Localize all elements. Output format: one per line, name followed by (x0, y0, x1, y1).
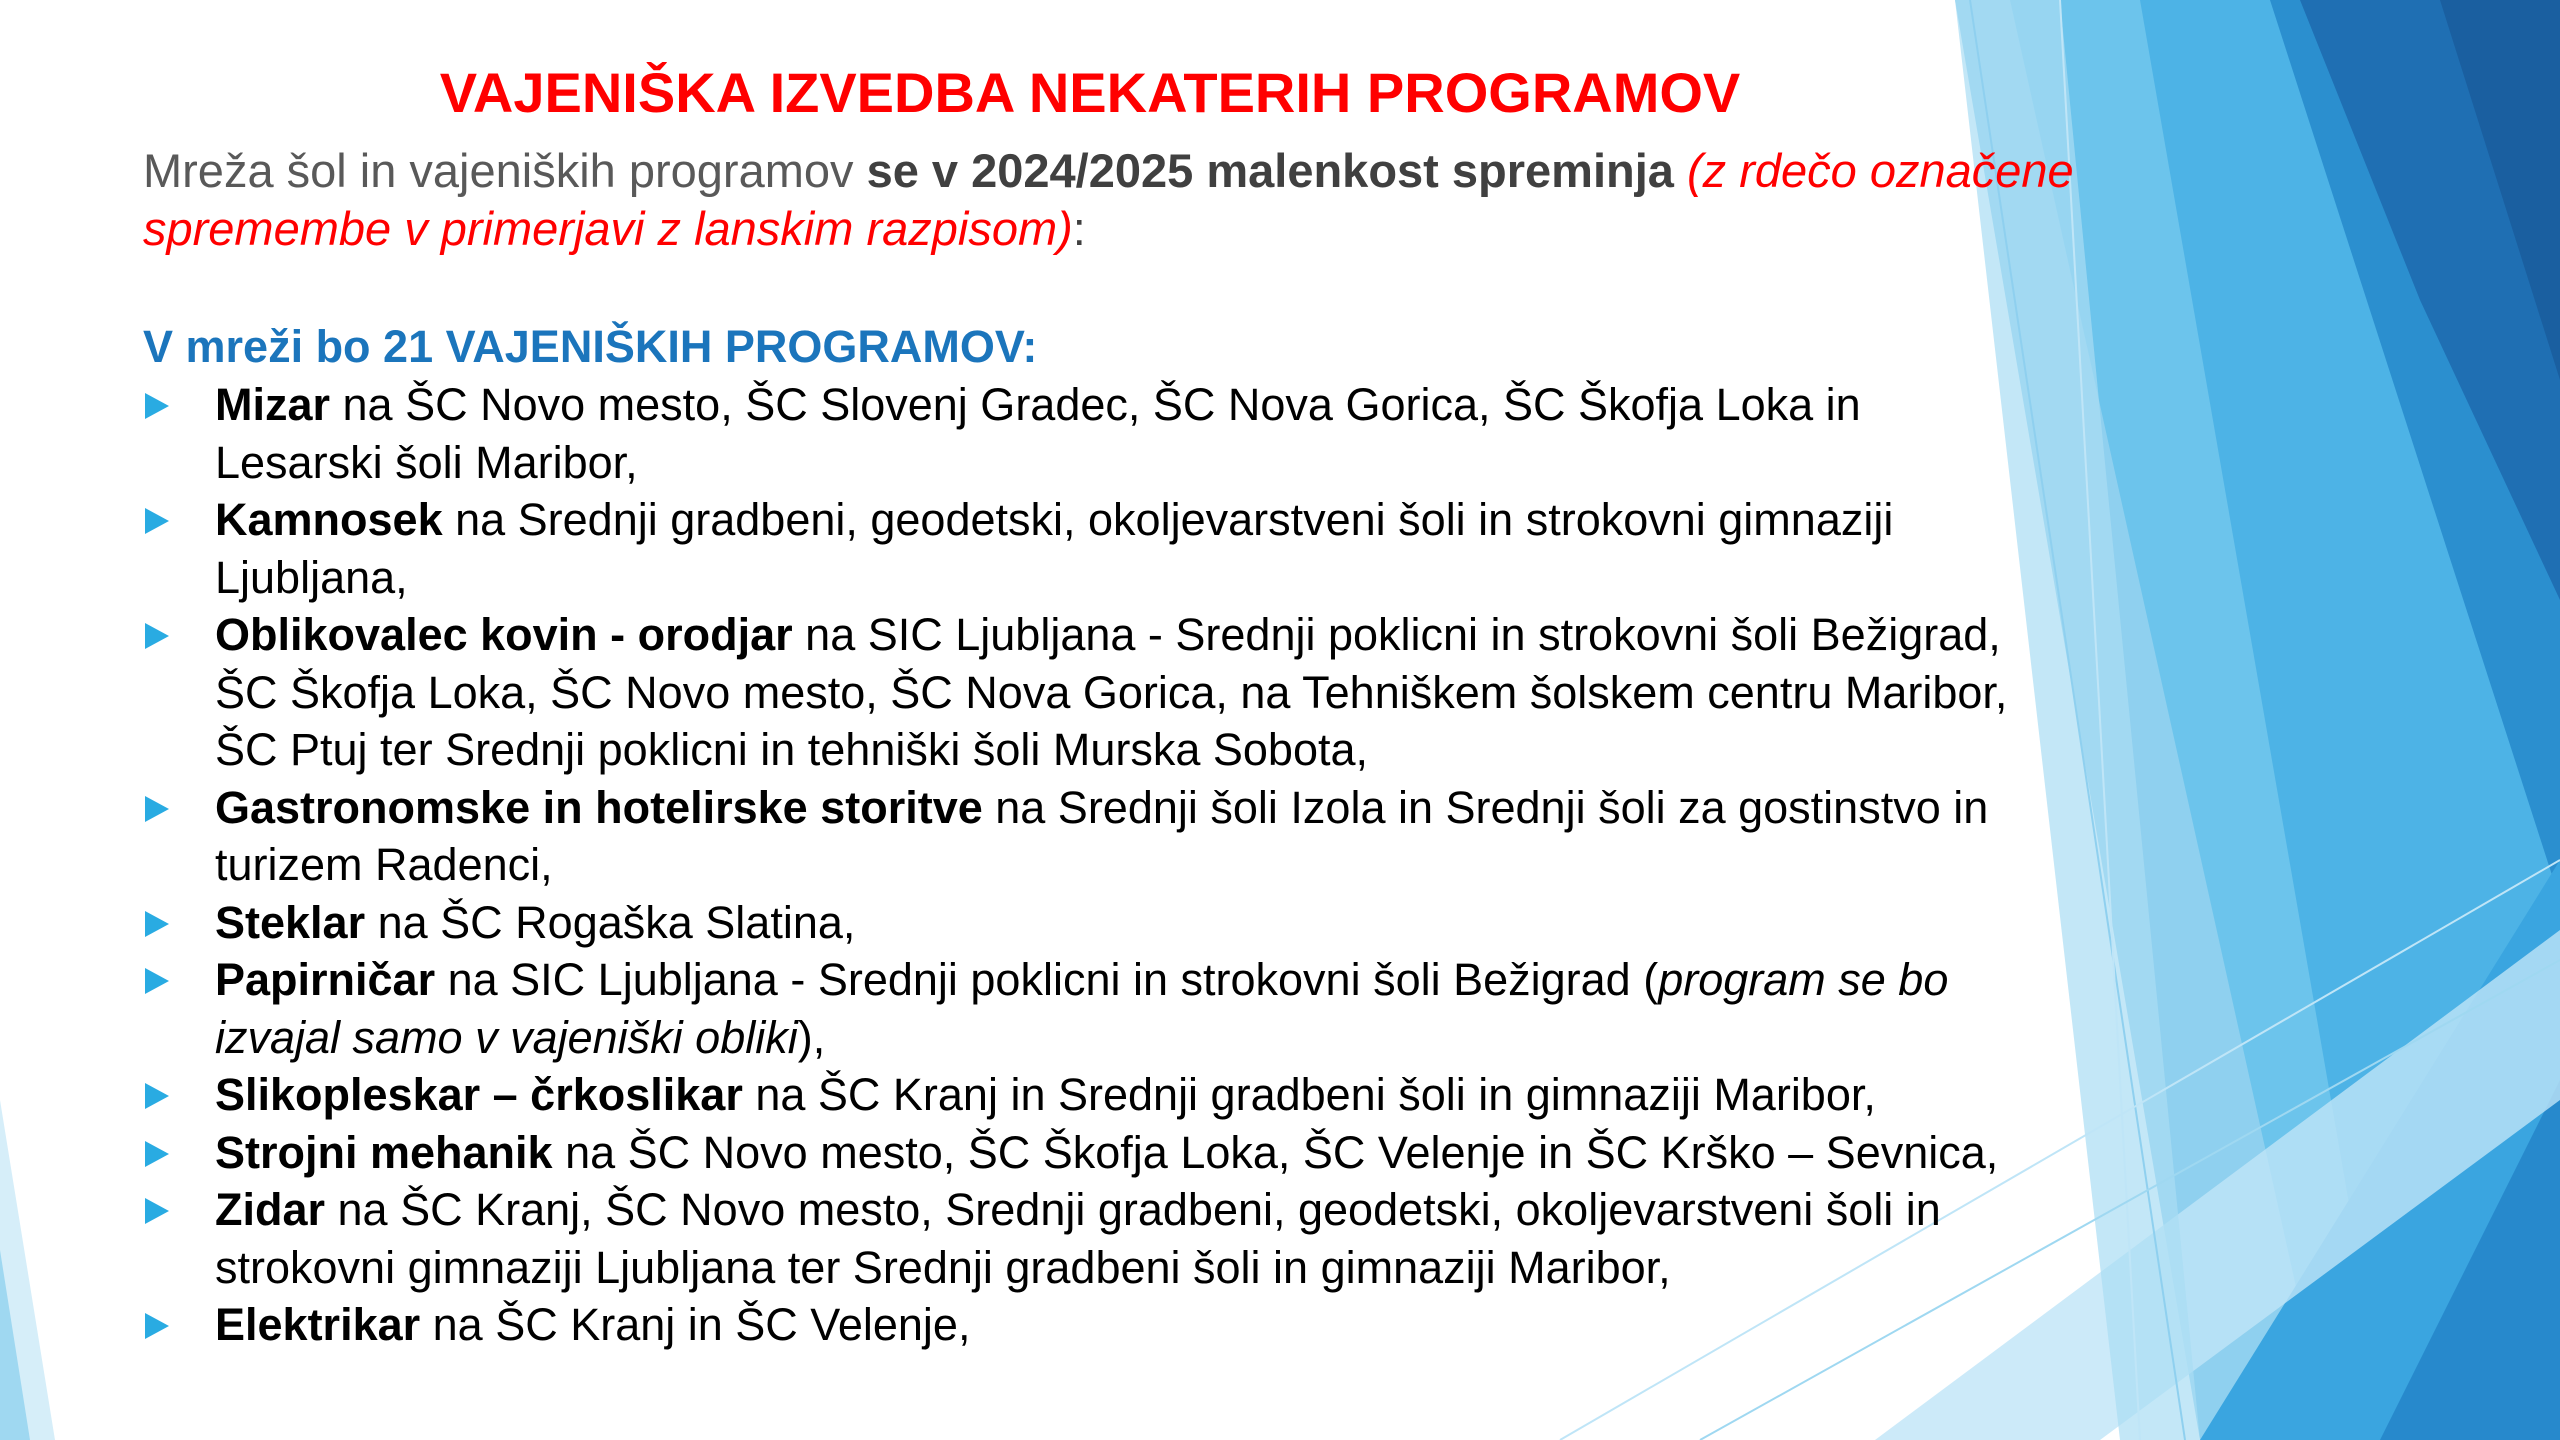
intro-space (1674, 144, 1687, 197)
program-name: Slikopleskar – črkoslikar (215, 1069, 743, 1120)
program-item-mizar (143, 376, 2023, 491)
intro-text: Mreža šol in vajeniških programov (143, 144, 867, 197)
program-note: program se bo izvajal samo v vajeniški obliki (215, 954, 1949, 1063)
program-name: Strojni mehanik (215, 1126, 553, 1178)
program-schools: na SIC Ljubljana - Srednji poklicni in strokovni šoli Bežigrad ( (435, 954, 1659, 1005)
program-item-papirnicar (143, 951, 2023, 1066)
program-name: Kamnosek (215, 494, 443, 545)
program-item-oblikovalec-kovin (143, 606, 2023, 779)
program-item-kamnosek (143, 491, 2023, 606)
program-name: Zidar (215, 1184, 326, 1235)
program-schools: na Srednji šoli Izola in Srednji šoli za gostinstvo in turizem Radenci, (215, 781, 1989, 890)
triangle-right-bullet-icon (145, 1141, 169, 1167)
program-schools: na ŠC Novo mesto, ŠC Slovenj Gradec, ŠC Nova Gorica, ŠC Škofja Loka in Lesarski šoli Maribor, (215, 379, 1861, 488)
program-item-slikopleskar (143, 1066, 2023, 1124)
program-schools: na SIC Ljubljana - Srednji poklicni in strokovni šoli Bežigrad, ŠC Škofja Loka, ŠC Novo mesto, ŠC Nova Gorica, na Tehniškem šolskem centru Maribor, ŠC Ptuj ter Srednji poklicni in tehniški šoli Murska Sobota, (215, 609, 2008, 775)
program-schools: na ŠC Rogaška Slatina, (365, 896, 856, 948)
intro-emphasis: se v 2024/2025 malenkost spreminja (866, 144, 1674, 197)
triangle-right-bullet-icon (145, 1313, 169, 1339)
program-item-zidar (143, 1181, 2023, 1296)
triangle-right-bullet-icon (145, 968, 169, 994)
program-item-elektrikar (143, 1296, 2023, 1354)
intro-paragraph (143, 142, 2143, 258)
program-name: Oblikovalec kovin - orodjar (215, 609, 793, 660)
intro-colon: : (1072, 202, 1086, 255)
program-name: Elektrikar (215, 1299, 421, 1350)
program-note-close: ), (797, 1011, 826, 1063)
program-item-gastronomske-storitve (143, 779, 2023, 894)
triangle-right-bullet-icon (145, 796, 169, 822)
program-item-steklar (143, 894, 2023, 952)
programs-subheading: V mreži bo 21 VAJENIŠKIH PROGRAMOV: (143, 321, 1038, 372)
program-name: Steklar (215, 896, 366, 948)
triangle-right-bullet-icon (145, 623, 169, 649)
program-schools: na ŠC Kranj, ŠC Novo mesto, Srednji gradbeni, geodetski, okoljevarstveni šoli in strokovni gimnaziji Ljubljana ter Srednji gradbeni šoli in gimnaziji Maribor, (215, 1184, 1941, 1293)
program-list (143, 376, 2023, 1354)
program-schools: na Srednji gradbeni, geodetski, okoljevarstveni šoli in strokovni gimnaziji Ljubljana, (215, 494, 1894, 603)
triangle-right-bullet-icon (145, 508, 169, 534)
slide-title: VAJENIŠKA IZVEDBA NEKATERIH PROGRAMOV (439, 61, 1741, 124)
triangle-right-bullet-icon (145, 1198, 169, 1224)
program-name: Papirničar (215, 954, 436, 1005)
program-schools: na ŠC Kranj in ŠC Velenje, (420, 1299, 971, 1350)
program-schools: na ŠC Novo mesto, ŠC Škofja Loka, ŠC Velenje in ŠC Krško – Sevnica, (552, 1126, 1999, 1178)
program-schools: na ŠC Kranj in Srednji gradbeni šoli in gimnaziji Maribor, (742, 1069, 1876, 1120)
triangle-right-bullet-icon (145, 393, 169, 419)
program-name: Gastronomske in hotelirske storitve (215, 781, 983, 833)
intro-red-note: (z rdečo označene spremembe v primerjavi z lanskim razpisom) (143, 144, 2074, 255)
triangle-right-bullet-icon (145, 1083, 169, 1109)
program-name: Mizar (215, 379, 331, 430)
triangle-right-bullet-icon (145, 911, 169, 937)
program-item-strojni-mehanik (143, 1124, 2023, 1182)
